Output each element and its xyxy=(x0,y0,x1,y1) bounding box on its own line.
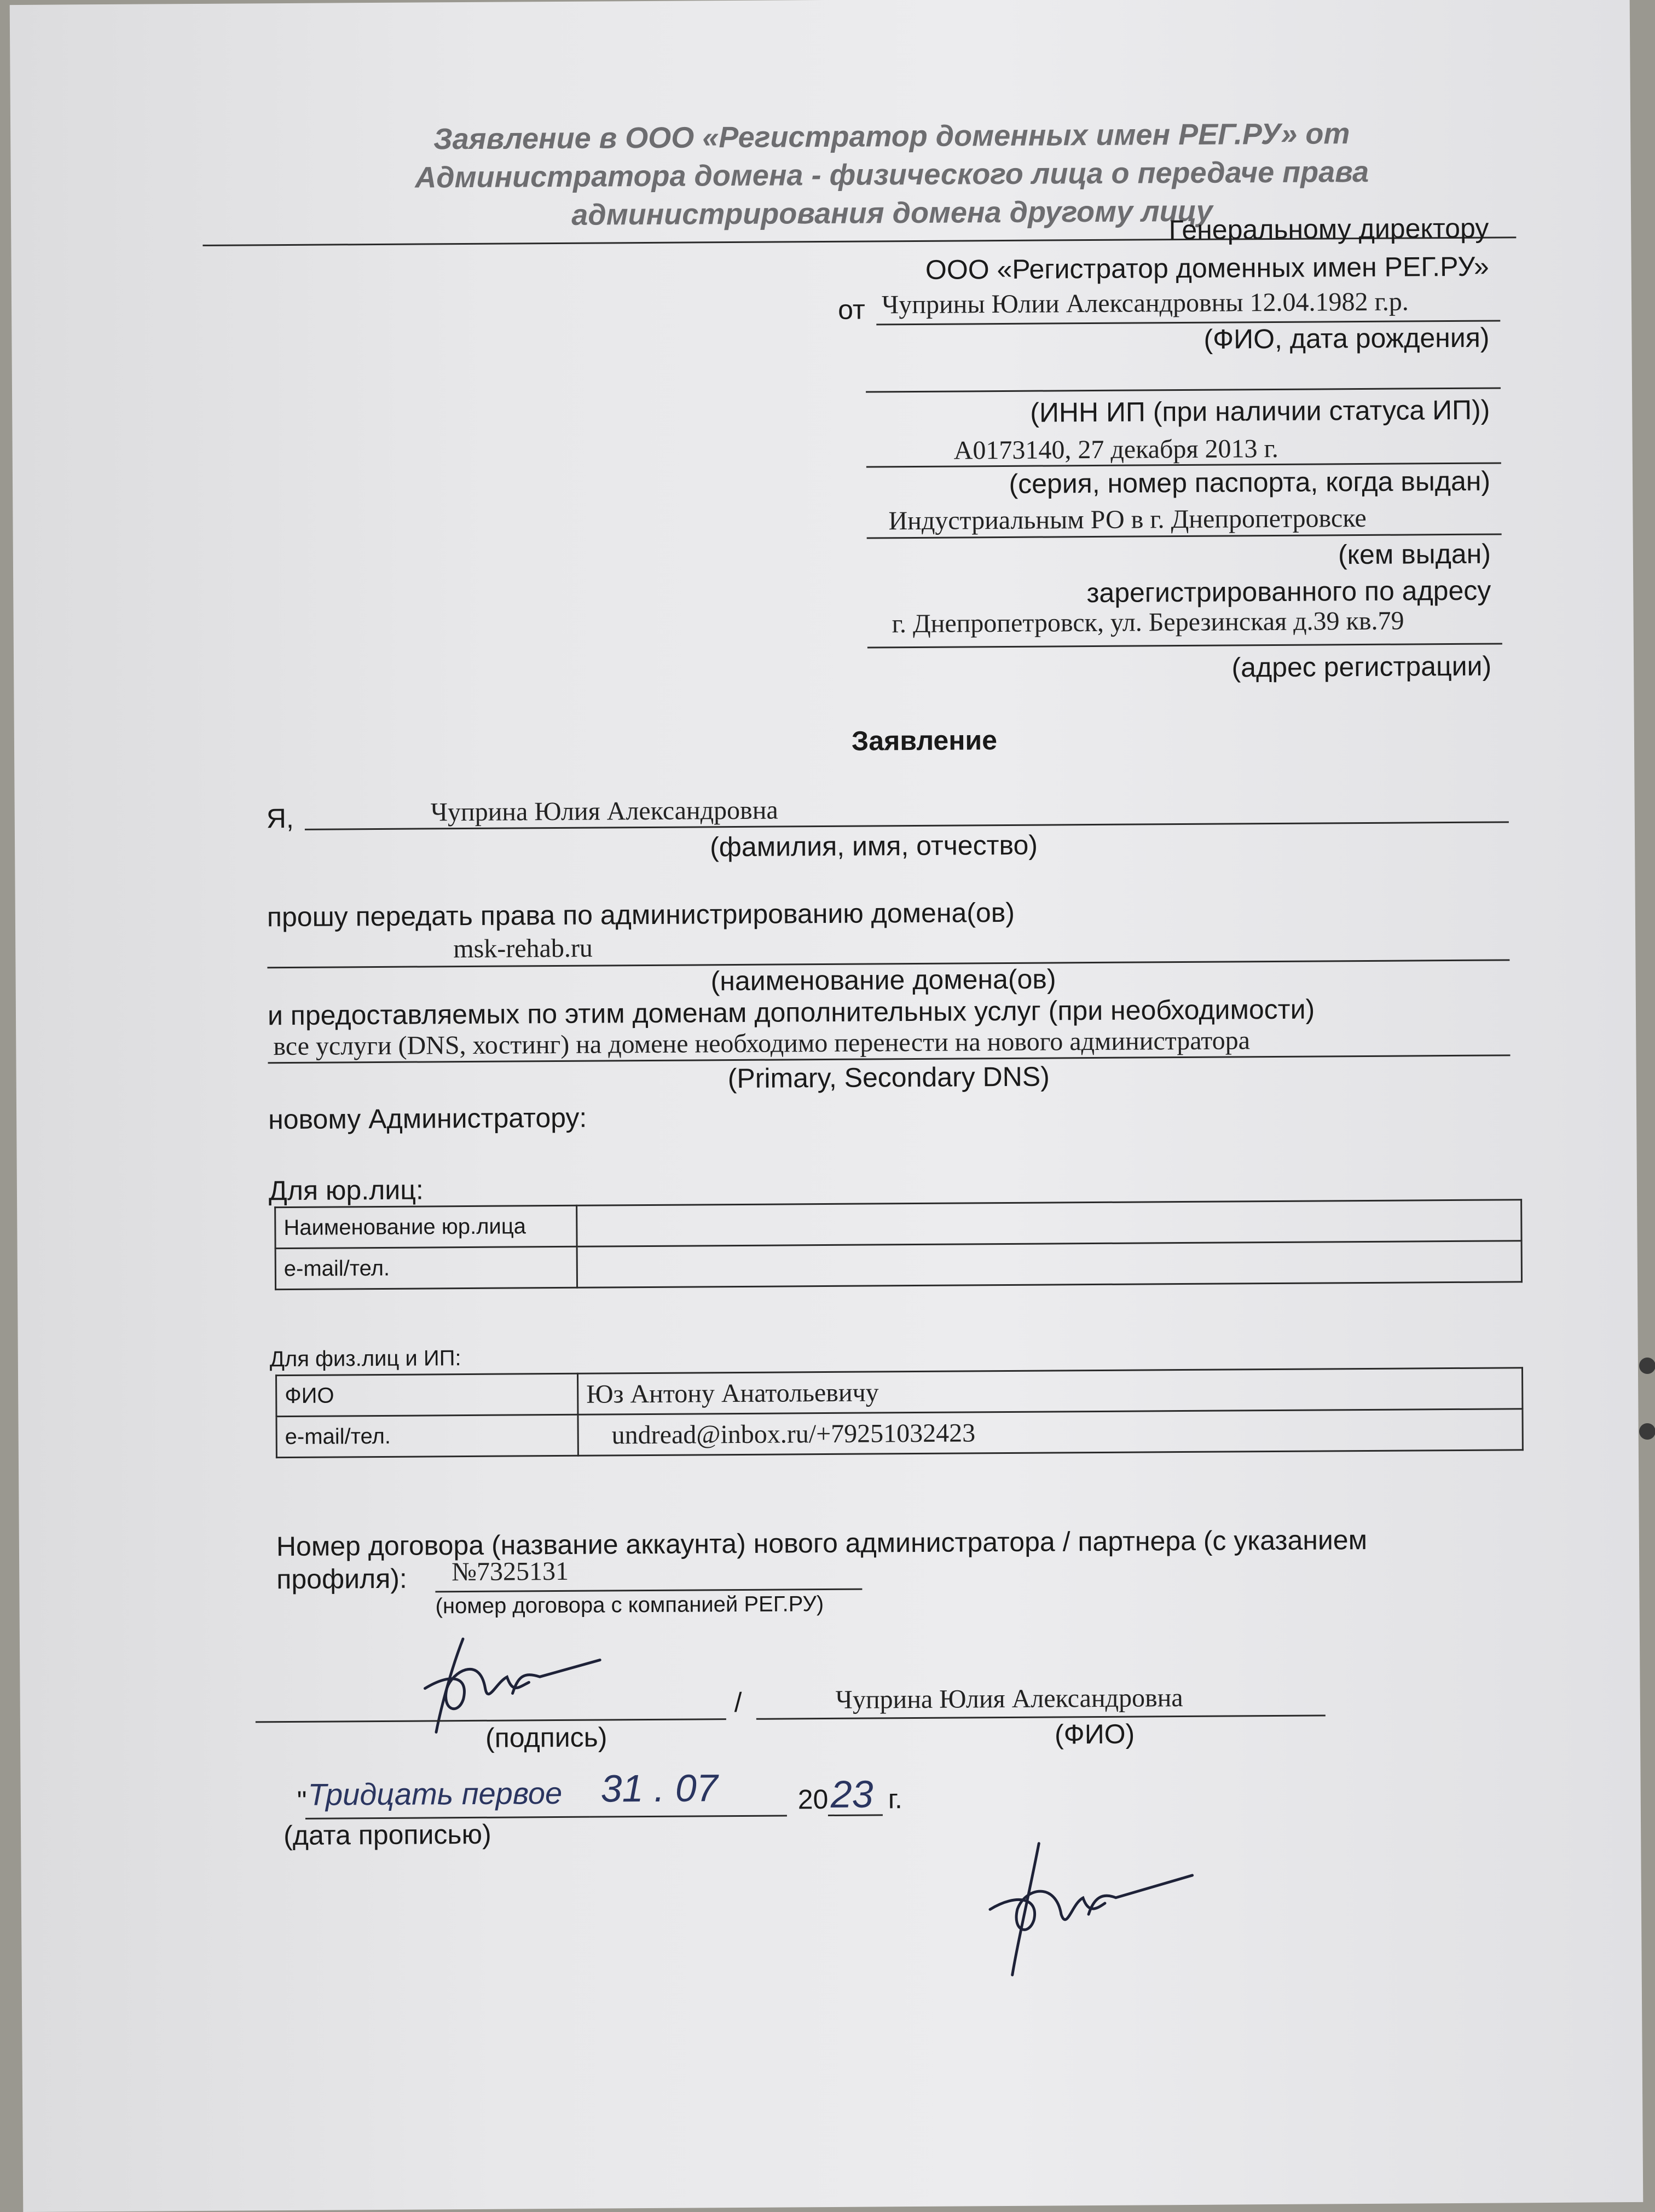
legal-name-value[interactable] xyxy=(577,1200,1521,1247)
issued-value: Индустриальным РО в г. Днепропетровске xyxy=(888,503,1367,536)
signer-value: Чуприна Юлия Александровна xyxy=(835,1683,1183,1714)
table-row xyxy=(275,1200,1521,1249)
from-label: от xyxy=(837,294,865,325)
fio-caption: (ФИО, дата рождения) xyxy=(1203,322,1490,355)
contract-caption: (номер договора с компанией РЕГ.РУ) xyxy=(435,1592,824,1619)
i-caption: (фамилия, имя, отчество) xyxy=(709,829,1038,863)
inn-caption: (ИНН ИП (при наличии статуса ИП)) xyxy=(1030,394,1490,428)
request-text: прошу передать права по администрированию домена(ов) xyxy=(267,897,1015,933)
table-row xyxy=(276,1368,1523,1417)
punch-hole xyxy=(1639,1358,1655,1374)
address-underline xyxy=(867,643,1502,648)
date-digits: 31 . 07 xyxy=(600,1766,718,1810)
inn-underline xyxy=(866,387,1501,392)
year-underline xyxy=(828,1814,883,1816)
individual-contact-value[interactable]: undread@inbox.ru/+79251032423 xyxy=(578,1409,1523,1456)
signature-caption: (подпись) xyxy=(485,1722,607,1753)
year-prefix: 20 xyxy=(797,1784,829,1815)
passport-caption: (серия, номер паспорта, когда выдан) xyxy=(1009,465,1491,499)
services-text: и предоставляемых по этим доменам дополнительных услуг (при необходимости) xyxy=(267,994,1315,1031)
legal-label: Для юр.лиц: xyxy=(268,1174,424,1206)
contract-text: Номер договора (название аккаунта) нового администратора / партнера (с указанием xyxy=(276,1524,1368,1562)
contract-label: профиля): xyxy=(276,1563,408,1595)
services-value: все услуги (DNS, хостинг) на домене необходимо перенести на нового администратора xyxy=(273,1026,1251,1061)
slash: / xyxy=(734,1687,742,1718)
contract-value: №7325131 xyxy=(452,1556,569,1587)
addressee-line2: ООО «Регистратор доменных имен РЕГ.РУ» xyxy=(925,251,1489,285)
individual-label: Для физ.лиц и ИП: xyxy=(269,1346,461,1372)
legal-name-field: Наименование юр.лица xyxy=(275,1205,577,1248)
year-suffix: г. xyxy=(888,1783,902,1815)
registered-label: зарегистрированного по адресу xyxy=(1086,575,1491,609)
table-row xyxy=(276,1409,1523,1458)
services-caption: (Primary, Secondary DNS) xyxy=(727,1061,1050,1094)
legal-contact-field: e-mail/тел. xyxy=(275,1246,577,1289)
date-caption: (дата прописью) xyxy=(283,1818,491,1851)
individual-fio-field: ФИО xyxy=(276,1373,578,1416)
issued-caption: (кем выдан) xyxy=(1338,538,1491,570)
passport-value: А0173140, 27 декабря 2013 г. xyxy=(953,434,1278,465)
year-value: 23 xyxy=(830,1772,873,1816)
new-admin-label: новому Администратору: xyxy=(268,1102,587,1135)
domain-caption: (наименование домена(ов) xyxy=(710,963,1056,997)
date-words: Тридцать первое xyxy=(308,1775,563,1812)
signer-caption: (ФИО) xyxy=(1054,1718,1135,1750)
i-label: Я, xyxy=(266,802,294,834)
addressee-line1: Генеральному директору xyxy=(1168,212,1489,246)
address-value: г. Днепропетровск, ул. Березинская д.39 кв.79 xyxy=(892,606,1404,639)
statement-heading: Заявление xyxy=(851,725,998,756)
paper-sheet xyxy=(10,0,1644,2212)
domain-value: msk-rehab.ru xyxy=(453,933,593,964)
signer-underline xyxy=(756,1714,1326,1719)
date-digits-underline xyxy=(590,1815,787,1817)
address-caption: (адрес регистрации) xyxy=(1231,650,1492,683)
from-value: Чуприны Юлии Александровны 12.04.1982 г.р. xyxy=(881,287,1409,320)
individual-table xyxy=(275,1367,1524,1458)
signature-mark-2 xyxy=(973,1821,1204,1986)
i-value: Чуприна Юлия Александровна xyxy=(430,795,778,827)
legal-table xyxy=(274,1199,1523,1290)
document-title: Заявление в ООО «Регистратор доменных имен РЕГ.РУ» от Администратора домена - физического лица о передаче права администрирования домена другому лицу xyxy=(415,117,1369,232)
punch-hole xyxy=(1639,1423,1655,1440)
table-row xyxy=(275,1241,1521,1290)
date-open-quote: " xyxy=(297,1785,307,1816)
legal-contact-value[interactable] xyxy=(577,1241,1521,1288)
individual-fio-value[interactable]: Юз Антону Анатольевичу xyxy=(578,1368,1523,1415)
individual-contact-field: e-mail/тел. xyxy=(276,1414,578,1457)
